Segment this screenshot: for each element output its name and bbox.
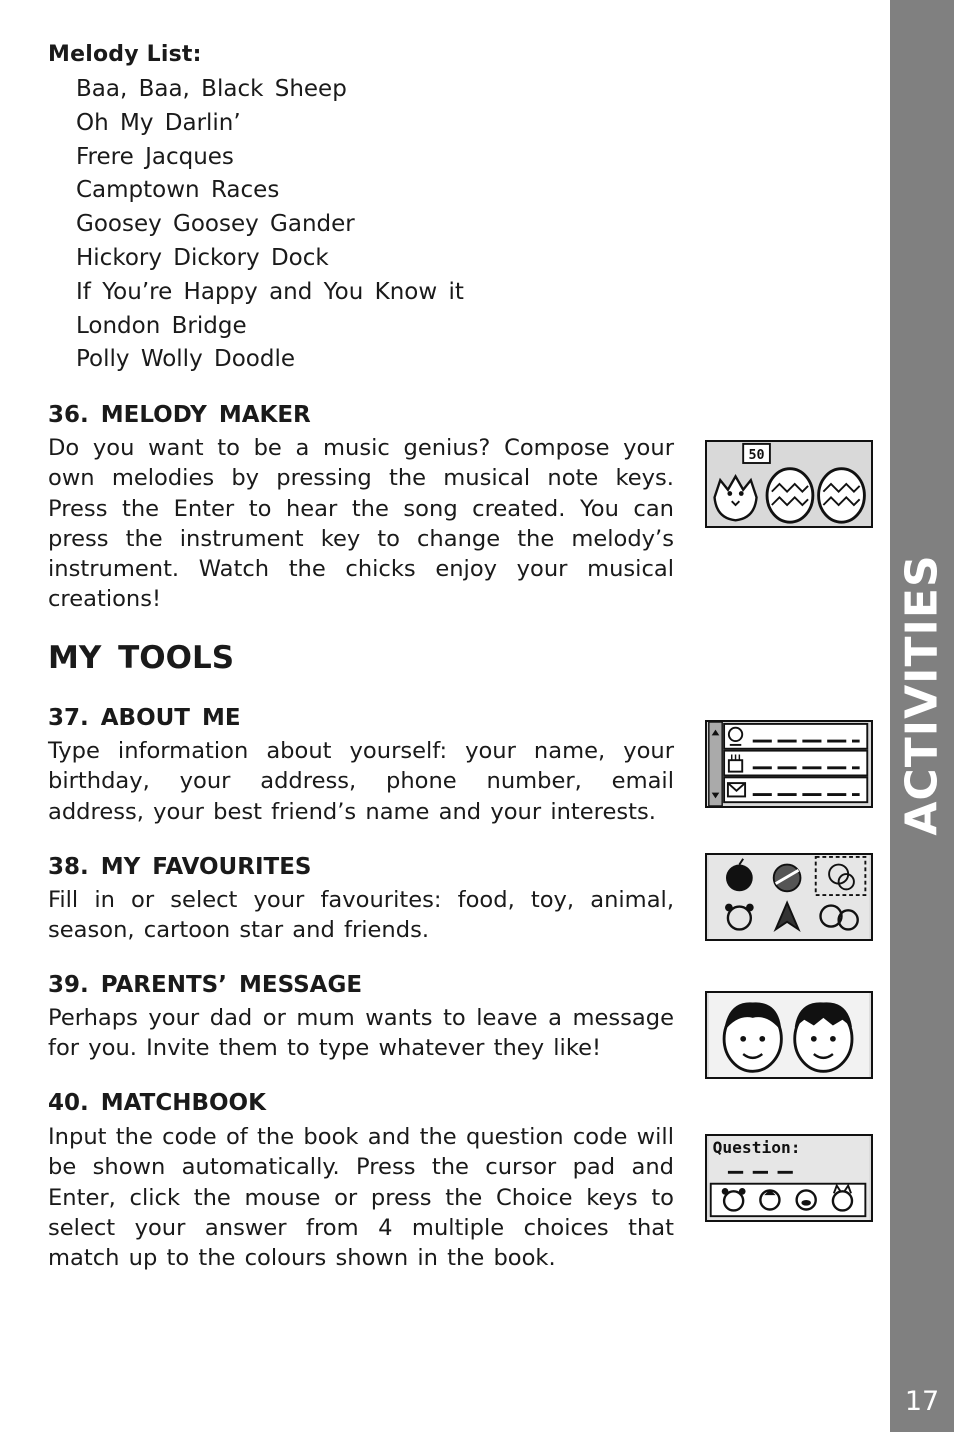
section-body-my-favourites: Fill in or select your favourites: food, toy, animal, season, cartoon star and friends. <box>48 887 674 944</box>
side-tab-label <box>890 554 954 836</box>
melody-list <box>76 73 464 377</box>
section-body-about-me: Type information about yourself: your name, your birthday, your address, phone number, email address, your best friend’s name and your interests. <box>48 738 674 825</box>
melody-maker-screen <box>705 440 873 528</box>
activities-label: ACTIVITIES <box>896 554 948 836</box>
chicks-eggs-illustration <box>707 442 871 526</box>
my-favourites-screen <box>705 853 873 941</box>
page-number: 17 <box>904 1386 940 1417</box>
egg-icon <box>819 469 865 522</box>
my-tools-heading: MY TOOLS <box>48 640 235 676</box>
matchbook-screen <box>705 1134 873 1222</box>
about-me-illustration <box>707 722 871 806</box>
section-heading-parents-message: 39. PARENTS’ MESSAGE <box>48 972 363 998</box>
section-heading-melody-maker: 36. MELODY MAKER <box>48 402 311 428</box>
mum-face-icon <box>724 1002 781 1071</box>
melody-list-title: Melody List: <box>48 42 202 67</box>
section-body-melody-maker: Do you want to be a music genius? Compose your own melodies by pressing the musical note keys. Press the Enter to hear the song created. You can press the instrument key to change the melody’s instrument. Watch the chicks enjoy your musical creations! <box>48 435 674 613</box>
list-item: Oh My Darlin’ <box>76 109 241 136</box>
parents-message-screen <box>705 991 873 1079</box>
parents-illustration <box>707 993 871 1077</box>
list-item: Camptown Races <box>76 177 280 204</box>
question-label: Question: <box>712 1138 801 1158</box>
section-body-parents-message: Perhaps your dad or mum wants to leave a message for you. Invite them to type whatever they like! <box>48 1005 674 1062</box>
dad-face-icon <box>795 1002 852 1071</box>
section-heading-about-me: 37. ABOUT ME <box>48 705 241 731</box>
list-item: London Bridge <box>76 312 247 339</box>
section-body-matchbook: Input the code of the book and the question code will be shown automatically. Press the cursor pad and Enter, click the mouse or press the Choice keys to select your answer from 4 multiple choices that match up to the colours shown in the book. <box>48 1124 674 1272</box>
section-heading-matchbook: 40. MATCHBOOK <box>48 1090 266 1116</box>
list-item: Hickory Dickory Dock <box>76 244 329 271</box>
list-item: Frere Jacques <box>76 143 234 170</box>
list-item: Polly Wolly Doodle <box>76 346 295 373</box>
chick-icon <box>715 476 757 520</box>
about-me-screen <box>705 720 873 808</box>
list-item: Baa, Baa, Black Sheep <box>76 76 347 102</box>
egg-icon <box>767 469 813 522</box>
list-item: If You’re Happy and You Know it <box>76 278 464 305</box>
section-heading-my-favourites: 38. MY FAVOURITES <box>48 854 312 880</box>
score-text: 50 <box>748 448 765 464</box>
favourites-illustration <box>707 855 871 939</box>
matchbook-illustration <box>707 1136 871 1220</box>
list-item: Goosey Goosey Gander <box>76 211 355 238</box>
ball-icon <box>774 865 801 892</box>
